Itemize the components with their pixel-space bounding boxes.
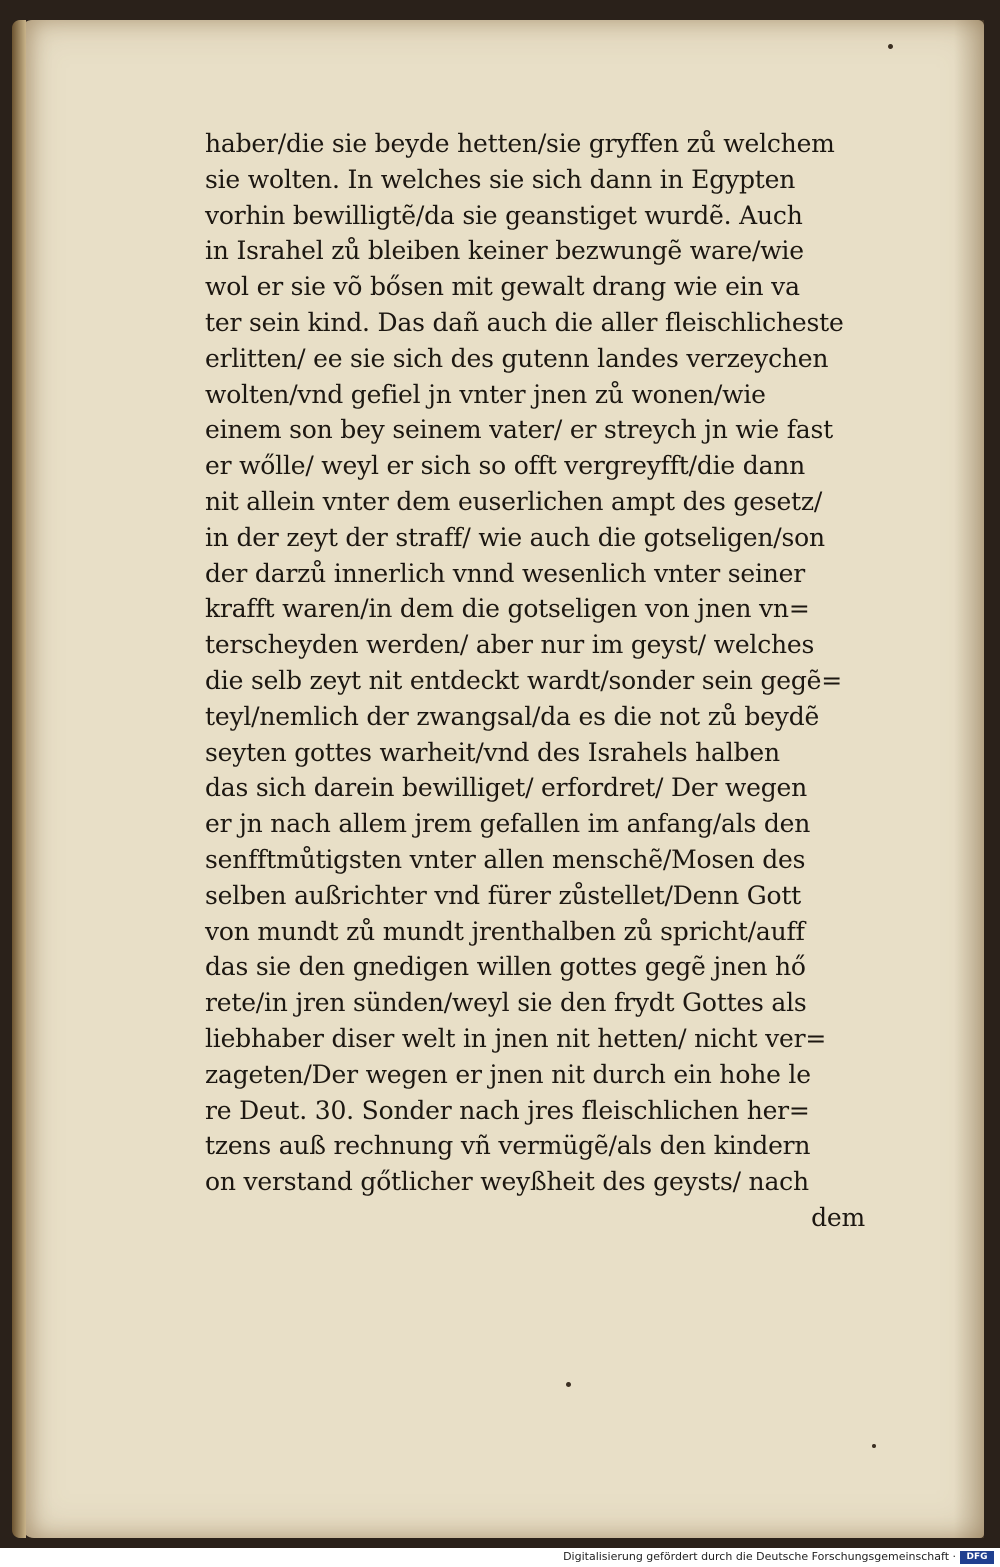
text-line: in der zeyt der straff/ wie auch die gotseligen/son bbox=[205, 522, 825, 552]
text-line: terscheyden werden/ aber nur im geyst/ welches bbox=[205, 630, 815, 660]
text-line: er wőlle/ weyl er sich so offt vergreyfft/die dann bbox=[205, 451, 806, 481]
text-line: selben außrichter vnd fürer zůstellet/Denn Gott bbox=[205, 880, 802, 910]
text-line: nit allein vnter dem euserlichen ampt des gesetz/ bbox=[205, 486, 823, 516]
text-line: liebhaber diser welt in jnen nit hetten/ nicht ver= bbox=[205, 1023, 827, 1053]
text-line: der darzů innerlich vnnd wesenlich vnter seiner bbox=[205, 558, 806, 588]
text-line: erlitten/ ee sie sich des gutenn landes verzeychen bbox=[205, 343, 829, 373]
funding-credit: Digitalisierung gefördert durch die Deutsche Forschungsgemeinschaft · bbox=[563, 1550, 956, 1563]
text-line: er jn nach allem jrem gefallen im anfang/als den bbox=[205, 809, 811, 839]
ink-speck bbox=[888, 44, 893, 49]
dfg-logo: DFG bbox=[960, 1551, 994, 1564]
text-line: rete/in jren sünden/weyl sie den frydt Gottes als bbox=[205, 988, 807, 1018]
text-line: vorhin bewilligtẽ/da sie geanstiget wurdẽ. Auch bbox=[205, 200, 803, 230]
text-line: sie wolten. In welches sie sich dann in Egypten bbox=[205, 164, 796, 194]
text-line: die selb zeyt nit entdeckt wardt/sonder sein gegẽ= bbox=[205, 665, 842, 695]
text-line: re Deut. 30. Sonder nach jres fleischlichen her= bbox=[205, 1095, 810, 1125]
page-text-block bbox=[205, 126, 895, 1236]
ink-speck bbox=[872, 1444, 876, 1448]
text-line: zageten/Der wegen er jnen nit durch ein hohe le bbox=[205, 1059, 811, 1089]
text-line: in Israhel zů bleiben keiner bezwungẽ ware/wie bbox=[205, 236, 804, 266]
text-line: krafft waren/in dem die gotseligen von jnen vn= bbox=[205, 594, 810, 624]
text-line: on verstand gőtlicher weyßheit des geysts/ nach bbox=[205, 1167, 809, 1197]
text-line: seyten gottes warheit/vnd des Israhels halben bbox=[205, 737, 780, 767]
digitization-footer bbox=[0, 1548, 1000, 1567]
catchword: dem bbox=[811, 1202, 865, 1232]
page-gutter-shadow bbox=[954, 20, 984, 1538]
text-line: teyl/nemlich der zwangsal/da es die not zů beydẽ bbox=[205, 701, 820, 731]
text-line: tzens auß rechnung vñ vermügẽ/als den kindern bbox=[205, 1131, 811, 1161]
ink-speck bbox=[566, 1382, 571, 1387]
text-line: das sich darein bewilliget/ erfordret/ Der wegen bbox=[205, 773, 808, 803]
text-line: das sie den gnedigen willen gottes gegẽ jnen hő bbox=[205, 952, 806, 982]
text-line: von mundt zů mundt jrenthalben zů spricht/auff bbox=[205, 916, 805, 946]
text-line: senfftmůtigsten vnter allen menschẽ/Mosen des bbox=[205, 844, 806, 874]
text-line: wol er sie võ bősen mit gewalt drang wie ein va bbox=[205, 272, 800, 302]
text-line: ter sein kind. Das dañ auch die aller fleischlicheste bbox=[205, 307, 844, 337]
text-line: einem son bey seinem vater/ er streych jn wie fast bbox=[205, 415, 833, 445]
text-line: wolten/vnd gefiel jn vnter jnen zů wonen/wie bbox=[205, 379, 766, 409]
text-line: haber/die sie beyde hetten/sie gryffen zů welchem bbox=[205, 129, 835, 158]
